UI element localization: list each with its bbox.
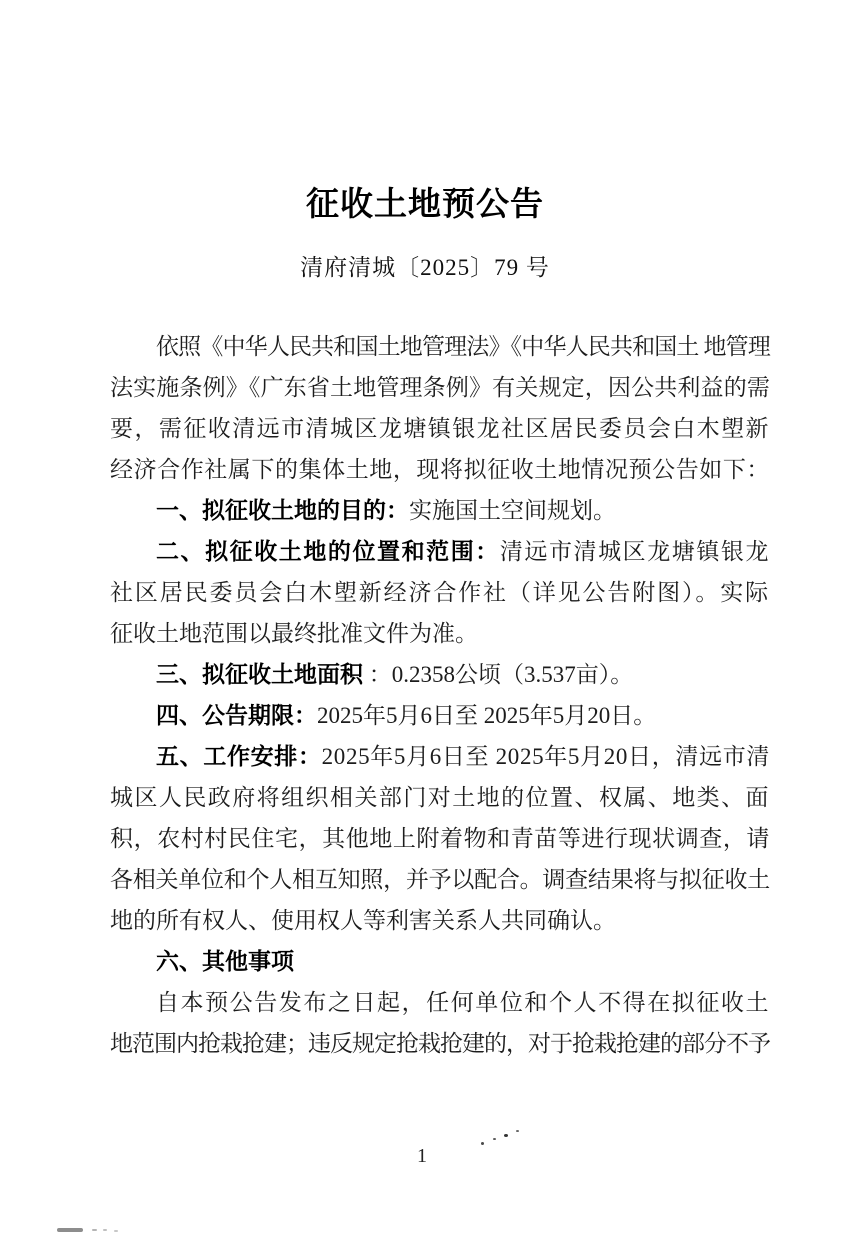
- emphasis-text: 三、拟征收土地面积: [156, 661, 363, 687]
- page-number: 1: [417, 1145, 427, 1167]
- body-text: 地范围内抢栽抢建；违反规定抢栽抢建的，对于抢栽抢建的部分不予: [110, 1031, 770, 1056]
- body-text: 征收土地范围以最终批准文件为准。: [110, 621, 478, 646]
- line-text: [110, 580, 770, 605]
- document-line: [110, 859, 770, 900]
- scan-speck: [114, 1230, 118, 1232]
- emphasis-text: 五、工作安排：: [156, 743, 322, 769]
- line-text: [110, 621, 478, 646]
- scan-speck: [103, 1229, 107, 1231]
- line-text: [156, 662, 633, 687]
- scan-smudge: [57, 1228, 83, 1232]
- emphasis-text: 二、拟征收土地的位置和范围：: [156, 538, 500, 564]
- document-line: [110, 736, 770, 777]
- line-text: [156, 334, 770, 359]
- document-line: [110, 982, 770, 1023]
- line-text: [156, 990, 770, 1015]
- body-text: 2025年5月6日至 2025年5月20日，清远市清: [321, 744, 771, 769]
- line-text: [110, 457, 770, 482]
- document-line: [110, 777, 770, 818]
- line-text: [110, 375, 770, 400]
- emphasis-text: 一、拟征收土地的目的：: [156, 497, 409, 523]
- document-line: [110, 408, 770, 449]
- body-text: 法实施条例》《广东省土地管理条例》有关规定，因公共利益的需: [110, 375, 770, 400]
- body-text: 城区人民政府将组织相关部门对土地的位置、权属、地类、面: [110, 785, 770, 810]
- line-text: [110, 908, 616, 933]
- document-line: [110, 900, 770, 941]
- document-line: [110, 490, 770, 531]
- line-text: [110, 867, 770, 892]
- scan-speck: [92, 1229, 97, 1231]
- document-line: [110, 613, 770, 654]
- body-text: 社区居民委员会白木塱新经济合作社（详见公告附图）。实际: [110, 580, 770, 605]
- line-text: [110, 416, 770, 441]
- body-text: 地的所有权人、使用权人等利害关系人共同确认。: [110, 908, 616, 933]
- line-text: [156, 539, 770, 564]
- document-body: [110, 326, 770, 1064]
- document-title: 征收土地预公告: [306, 185, 544, 223]
- body-text: 2025年5月6日至 2025年5月20日。: [317, 703, 657, 728]
- scan-speck: [504, 1134, 508, 1137]
- document-line: [110, 449, 770, 490]
- emphasis-text: 六、其他事项: [156, 948, 294, 974]
- line-text: [110, 826, 770, 851]
- document-line: [110, 572, 770, 613]
- body-text: 自本预公告发布之日起，任何单位和个人不得在拟征收土: [156, 990, 770, 1015]
- line-text: [110, 1031, 770, 1056]
- document-line: [110, 654, 770, 695]
- body-text: 依照《中华人民共和国土地管理法》《中华人民共和国土 地管理: [156, 334, 771, 359]
- line-text: [156, 703, 656, 728]
- scan-speck: [481, 1142, 484, 1145]
- document-line: [110, 818, 770, 859]
- scan-speck: [516, 1130, 519, 1132]
- body-text: 清远市清城区龙塘镇银龙: [499, 539, 771, 564]
- document-line: [110, 941, 770, 982]
- body-text: 积，农村村民住宅，其他地上附着物和青苗等进行现状调查，请: [110, 826, 770, 851]
- line-text: [156, 498, 616, 523]
- document-line: [110, 367, 770, 408]
- document-line: [110, 1023, 770, 1064]
- document-line: [110, 695, 770, 736]
- scan-speck: [493, 1138, 496, 1140]
- line-text: [156, 949, 294, 974]
- emphasis-text: 四、公告期限：: [156, 702, 317, 728]
- body-text: 各相关单位和个人相互知照，并予以配合。调查结果将与拟征收土: [110, 867, 770, 892]
- document-number: 清府清城〔2025〕79 号: [300, 255, 550, 280]
- body-text: 要，需征收清远市清城区龙塘镇银龙社区居民委员会白木塱新: [110, 416, 770, 441]
- body-text: 实施国土空间规划。: [409, 498, 616, 523]
- document-line: [110, 531, 770, 572]
- body-text: ：0.2358公顷（3.537亩）。: [363, 662, 634, 687]
- line-text: [110, 785, 770, 810]
- line-text: [156, 744, 770, 769]
- body-text: 经济合作社属下的集体土地，现将拟征收土地情况预公告如下：: [110, 457, 770, 482]
- document-line: [110, 326, 770, 367]
